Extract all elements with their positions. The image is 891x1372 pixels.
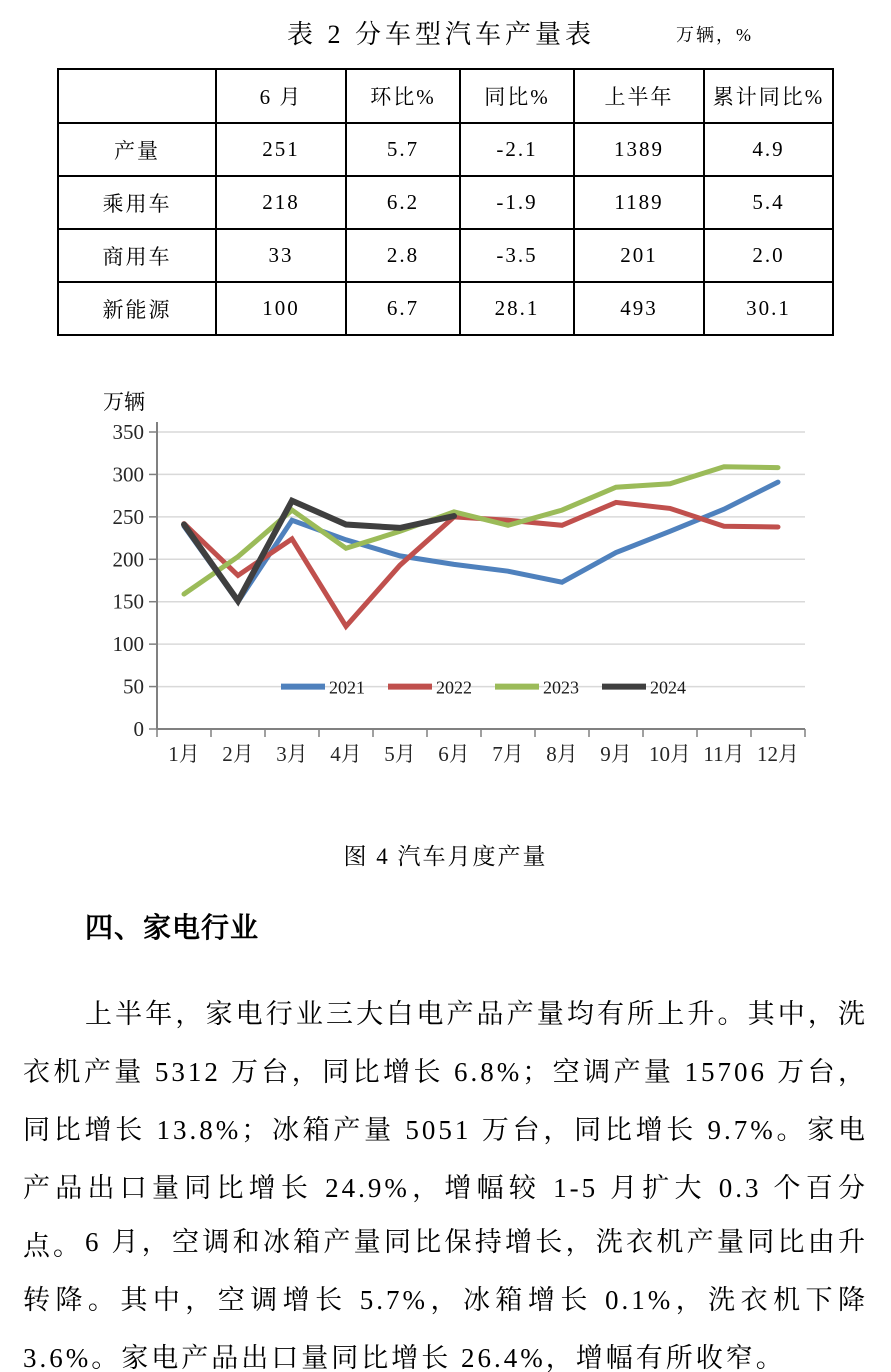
svg-text:9月: 9月	[600, 742, 632, 766]
table-cell: 6.2	[346, 176, 460, 229]
svg-text:150: 150	[112, 589, 144, 614]
table-cell: -3.5	[460, 229, 574, 282]
svg-text:250: 250	[112, 504, 144, 529]
svg-text:2023: 2023	[543, 677, 579, 698]
table-row	[58, 229, 833, 282]
table-cell: 2.0	[704, 229, 833, 282]
monthly-production-chart	[45, 385, 865, 797]
row-label: 商用车	[58, 229, 216, 282]
table-row	[58, 282, 833, 335]
header-cell-mom: 环比%	[346, 69, 460, 123]
table-cell: 5.4	[704, 176, 833, 229]
table-cell: 33	[216, 229, 346, 282]
row-label: 乘用车	[58, 176, 216, 229]
paragraph: 6 月，空调和冰箱产量同比保持增长，洗衣机产量同比由升转降。其中，空调增长 5.7%，冰箱增长 0.1%，洗衣机下降 3.6%。家电产品出口量同比增长 26.4%，增幅有所收窄。	[23, 1227, 868, 1372]
table-cell: 4.9	[704, 123, 833, 176]
table-cell: 5.7	[346, 123, 460, 176]
svg-text:200: 200	[112, 547, 144, 572]
svg-text:4月: 4月	[330, 742, 362, 766]
table-cell: 1189	[574, 176, 704, 229]
svg-text:2024: 2024	[650, 677, 686, 698]
table-cell: -1.9	[460, 176, 574, 229]
svg-text:2022: 2022	[436, 677, 472, 698]
svg-text:300: 300	[112, 462, 144, 487]
svg-text:8月: 8月	[546, 742, 578, 766]
table-cell: 493	[574, 282, 704, 335]
header-cell-blank	[58, 69, 216, 123]
table-cell: 251	[216, 123, 346, 176]
row-label: 产量	[58, 123, 216, 176]
header-cell-h1: 上半年	[574, 69, 704, 123]
table-cell: 1389	[574, 123, 704, 176]
svg-text:1月: 1月	[168, 742, 200, 766]
header-cell-yoy: 同比%	[460, 69, 574, 123]
svg-text:0: 0	[133, 717, 144, 741]
table-row	[58, 176, 833, 229]
svg-text:3月: 3月	[276, 742, 308, 766]
row-label: 新能源	[58, 282, 216, 335]
svg-text:2021: 2021	[329, 677, 365, 698]
svg-text:10月: 10月	[649, 742, 691, 766]
table-cell: 218	[216, 176, 346, 229]
table-row	[58, 123, 833, 176]
svg-text:100: 100	[112, 632, 144, 657]
svg-text:11月: 11月	[703, 742, 745, 766]
table-cell: 100	[216, 282, 346, 335]
header-cell-cumyoy: 累计同比%	[704, 69, 833, 123]
table-cell: 6.7	[346, 282, 460, 335]
svg-text:万辆: 万辆	[103, 390, 145, 414]
table-cell: 201	[574, 229, 704, 282]
section-heading: 四、家电行业	[85, 912, 260, 943]
svg-text:5月: 5月	[384, 742, 416, 766]
table-cell: 2.8	[346, 229, 460, 282]
production-table	[57, 68, 834, 336]
svg-text:7月: 7月	[492, 742, 524, 766]
table-cell: 28.1	[460, 282, 574, 335]
paragraph: 上半年，家电行业三大白电产品产量均有所上升。其中，洗衣机产量 5312 万台，同比增长 6.8%；空调产量 15706 万台，同比增长 13.8%；冰箱产量 5051 万台，同比增长 9.7%。家电产品出口量同比增长 24.9%，增幅较 1-5 月扩大 0.3 个百分点。	[23, 999, 868, 1261]
chart-container	[45, 385, 865, 797]
table-unit-label: 万辆，%	[676, 25, 753, 45]
figure-caption: 图 4 汽车月度产量	[343, 844, 548, 869]
table-title-row	[0, 14, 891, 54]
table-header-row	[58, 69, 833, 123]
svg-text:6月: 6月	[438, 742, 470, 766]
table-cell: 30.1	[704, 282, 833, 335]
svg-text:12月: 12月	[757, 742, 799, 766]
svg-text:50: 50	[123, 674, 144, 699]
svg-text:350: 350	[112, 420, 144, 444]
table-cell: -2.1	[460, 123, 574, 176]
table-title: 表 2 分车型汽车产量表	[287, 20, 596, 49]
svg-text:2月: 2月	[222, 742, 254, 766]
header-cell-june: 6 月	[216, 69, 346, 123]
